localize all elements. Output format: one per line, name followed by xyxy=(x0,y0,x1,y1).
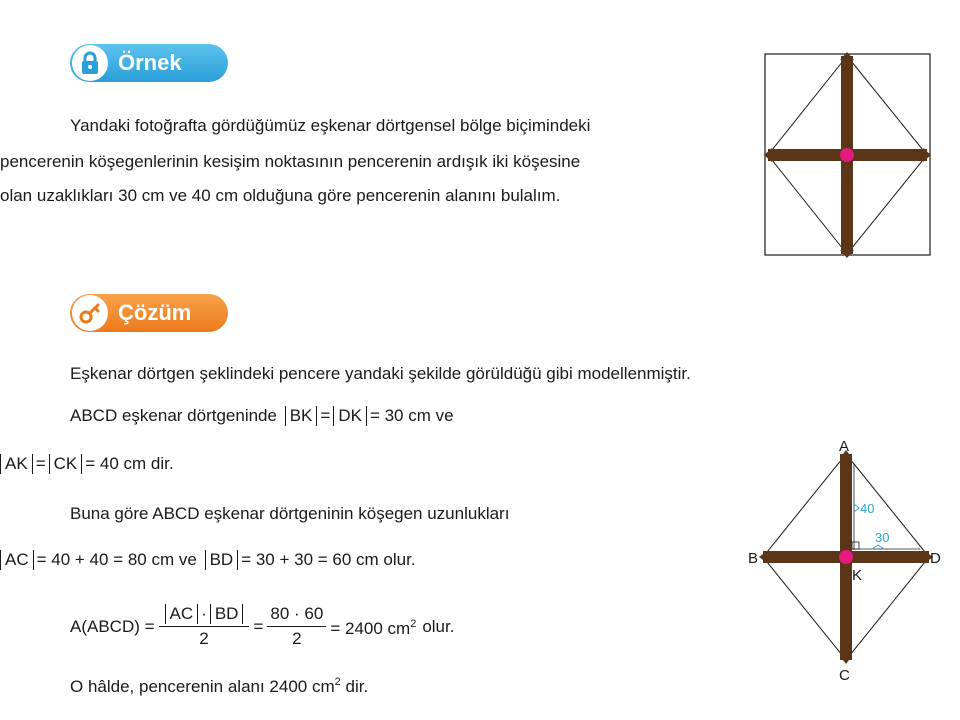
formula-numerator-1 xyxy=(159,604,250,627)
rhombus-diagram xyxy=(742,434,952,684)
solution-line-5 xyxy=(0,550,416,570)
formula-result xyxy=(330,614,416,639)
solution-conclusion xyxy=(70,672,368,697)
abs-bd: BD xyxy=(210,604,244,624)
formula-lhs: A(ABCD) = xyxy=(70,616,155,636)
conclusion-text: O hâlde, pencerenin alanı 2400 cm xyxy=(70,677,335,696)
vertex-label-c: C xyxy=(839,667,850,684)
dimension-label-40: 40 xyxy=(860,501,875,516)
solution-badge-label: Çözüm xyxy=(118,300,192,325)
example-badge-label: Örnek xyxy=(118,50,182,75)
center-point-k xyxy=(839,550,853,564)
vertex-label-a: A xyxy=(839,438,850,455)
formula-exponent: 2 xyxy=(410,618,417,630)
solution-badge xyxy=(70,294,228,332)
conclusion-exponent: 2 xyxy=(334,676,341,688)
abs-dk: DK xyxy=(333,406,367,426)
multiply-dot: · xyxy=(201,604,207,623)
solution-line-2-text: ABCD eşkenar dörtgeninde xyxy=(70,406,277,425)
formula-fraction-1 xyxy=(159,604,250,649)
conclusion-tail: dir. xyxy=(345,677,369,696)
vertex-label-b: B xyxy=(748,550,759,567)
formula-numerator-2: 80 · 60 xyxy=(267,604,326,627)
formula-fraction-2 xyxy=(267,604,326,649)
solution-line-2 xyxy=(70,406,454,426)
abs-ac: AC xyxy=(0,550,34,570)
formula-result-value: = 2400 cm xyxy=(330,619,411,638)
solution-line-5-text: = 40 + 40 = 80 cm ve xyxy=(36,550,197,569)
photo-center-point xyxy=(840,148,854,162)
formula-denominator-2: 2 xyxy=(292,629,302,648)
area-formula xyxy=(70,604,454,649)
formula-denominator-1: 2 xyxy=(199,629,209,648)
abs-ac: AC xyxy=(165,604,199,624)
example-line-2: pencerenin köşegenlerinin kesişim noktasının pencerenin ardışık iki köşesine xyxy=(0,152,581,171)
example-badge xyxy=(70,44,228,82)
example-line-3: olan uzaklıkları 30 cm ve 40 cm olduğuna göre pencerenin alanını bulalım. xyxy=(0,186,561,205)
equals-sign: = xyxy=(253,616,264,636)
dimension-label-30: 30 xyxy=(875,530,890,545)
formula-tail: olur. xyxy=(422,616,455,636)
key-icon xyxy=(72,295,108,331)
solution-line-1: Eşkenar dörtgen şeklindeki pencere yandaki şekilde görüldüğü gibi modellenmiştir. xyxy=(70,364,691,383)
solution-line-3-tail: = 40 cm dir. xyxy=(85,454,174,473)
abs-ck: CK xyxy=(49,454,83,474)
abs-bk: BK xyxy=(285,406,318,426)
dimension-brace-kd xyxy=(872,545,884,549)
example-line-1: Yandaki fotoğrafta gördüğümüz eşkenar dörtgensel bölge biçimindeki xyxy=(70,116,591,135)
solution-line-5-tail: = 30 + 30 = 60 cm olur. xyxy=(241,550,416,569)
solution-line-4: Buna göre ABCD eşkenar dörtgeninin köşegen uzunlukları xyxy=(70,504,510,523)
abs-bd: BD xyxy=(205,550,239,570)
dimension-brace-ak xyxy=(854,504,859,512)
solution-line-2-tail: = 30 cm ve xyxy=(369,406,454,425)
abs-ak: AK xyxy=(0,454,33,474)
window-photo xyxy=(764,52,932,258)
right-angle-mark xyxy=(852,542,859,549)
equals-sign: = xyxy=(35,454,46,473)
equals-sign: = xyxy=(320,406,331,425)
lock-icon xyxy=(72,45,108,81)
solution-line-3 xyxy=(0,454,174,474)
center-label-k: K xyxy=(852,567,863,584)
vertex-label-d: D xyxy=(930,550,941,567)
